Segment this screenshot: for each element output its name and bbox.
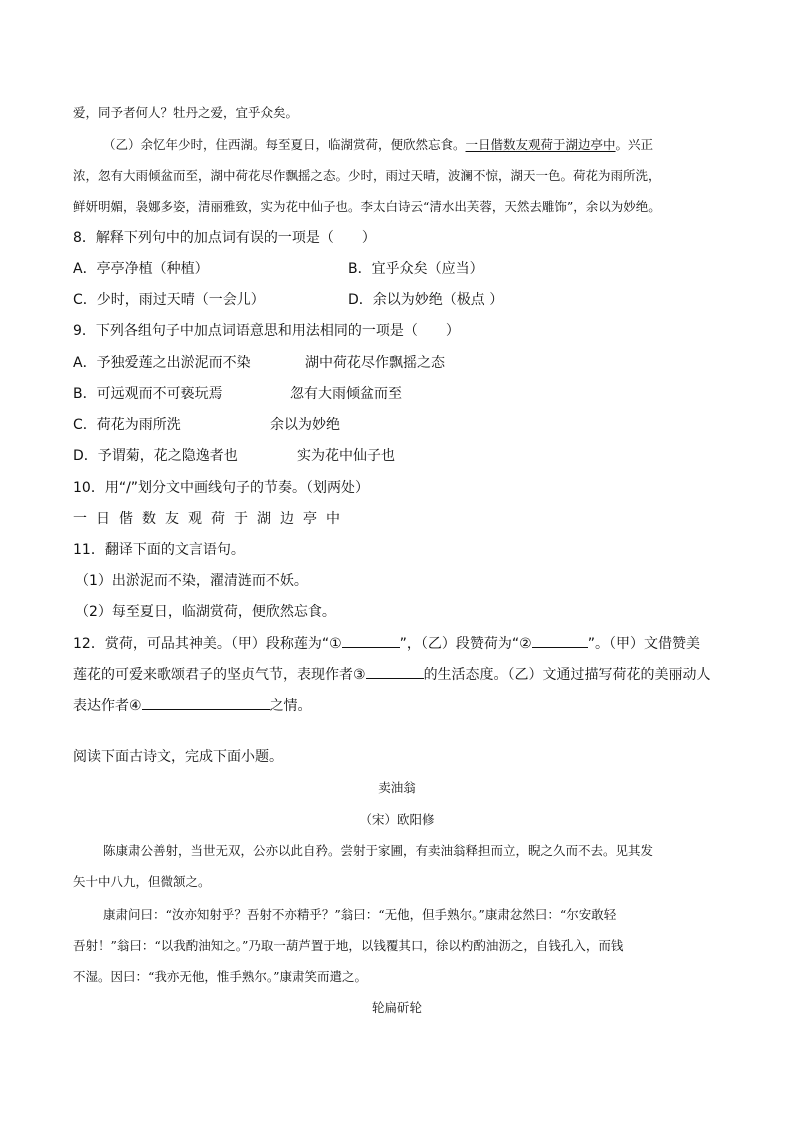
passage-jia-ending: 爱，同予者何人？牡丹之爱，宜乎众矣。 <box>73 105 299 120</box>
question-11-sentence-2: （2）每至夏日，临湖赏荷，便欣然忘食。 <box>75 604 336 620</box>
question-11-stem: 11．翻译下面的文言语句。 <box>73 542 245 558</box>
maiyouweng-para-1-line-1: 陈康肃公善射，当世无双，公亦以此自矜。尝射于家圃，有卖油翁释担而立，睨之久而不去。见其发 <box>103 843 654 858</box>
question-9-option-a-second: 湖中荷花尽作飘摇之态 <box>305 355 445 371</box>
question-8-option-b: B．宜乎众矣（应当） <box>348 261 484 277</box>
question-9-option-b-second: 忽有大雨倾盆而至 <box>290 386 402 402</box>
question-10-sentence: 一日偕数友观荷于湖边亭中 <box>73 511 349 527</box>
question-12-line-3-part-a: 表达作者④ <box>73 698 142 714</box>
question-12-line-1-part-c: ”。（甲）文借赞美 <box>587 636 700 652</box>
question-12-line-2-part-a: 莲花的可爱来歌颂君子的坚贞气节，表现作者③ <box>73 667 366 683</box>
passage-yi-line-3: 鲜妍明媚，袅娜多姿，清丽雅致，实为花中仙子也。李太白诗云“清水出芙蓉，天然去雕饰”，余以为妙绝。 <box>73 199 661 214</box>
passage-yi-line-2: 浓，忽有大雨倾盆而至，湖中荷花尽作飘摇之态。少时，雨过天晴，波澜不惊，湖天一色。荷花为雨所洗， <box>73 168 661 183</box>
poem-title: 卖油翁 <box>378 780 416 795</box>
question-12-line-1 <box>73 633 700 653</box>
maiyouweng-para-2-line-1: 康肃问曰：“汝亦知射乎？吾射不亦精乎？”翁曰：“无他，但手熟尔。”康肃忿然曰：“尔安敢轻 <box>103 907 617 922</box>
question-12-line-3-part-b: 之情。 <box>269 698 312 714</box>
question-9-option-c-second: 余以为妙绝 <box>270 417 340 433</box>
question-8-option-c: C．少时，雨过天晴（一会儿） <box>73 292 265 308</box>
question-8-stem: 8．解释下列句中的加点词有误的一项是（ ） <box>73 230 376 246</box>
question-9-stem: 9．下列各组句子中加点词语意思和用法相同的一项是（ ） <box>73 323 460 339</box>
question-12-line-2 <box>73 664 711 684</box>
question-10-stem: 10．用“/”划分文中画线句子的节奏。（划两处） <box>73 480 370 496</box>
next-text-title: 轮扁斫轮 <box>371 1000 422 1015</box>
question-9-option-a-first: A．予独爱莲之出淤泥而不染 <box>73 355 251 371</box>
answer-blank-3[interactable] <box>366 664 424 679</box>
poem-author: （宋）欧阳修 <box>359 812 435 827</box>
question-11-sentence-1: （1）出淤泥而不染，濯清涟而不妖。 <box>75 573 308 589</box>
question-12-line-2-part-b: 的生活态度。（乙）文通过描写荷花的美丽动人 <box>423 667 711 683</box>
maiyouweng-para-2-line-2: 吾射！”翁曰：“以我酌油知之。”乃取一葫芦置于地，以钱覆其口，徐以杓酌油沥之，自钱孔入，而钱 <box>73 938 624 953</box>
question-8-option-a: A．亭亭净植（种植） <box>73 261 209 277</box>
question-9-option-d-first: D．予谓菊，花之隐逸者也 <box>73 448 238 464</box>
question-9-option-b-first: B．可远观而不可亵玩焉 <box>73 386 223 402</box>
answer-blank-1[interactable] <box>342 633 400 648</box>
passage-yi-line-1 <box>103 135 653 153</box>
question-9-option-d-second: 实为花中仙子也 <box>297 448 395 464</box>
answer-blank-4[interactable] <box>142 695 270 710</box>
section-instruction: 阅读下面古诗文，完成下面小题。 <box>73 749 283 765</box>
passage-yi-line-1-end: 。兴正 <box>615 137 654 152</box>
question-12-line-1-part-a: 12．赏荷，可品其神美。（甲）段称莲为“① <box>73 636 342 652</box>
maiyouweng-para-1-line-2: 矢十中八九，但微颔之。 <box>73 874 211 889</box>
question-8-option-d: D．余以为妙绝（极点 ） <box>348 292 504 308</box>
passage-yi-line-1-start: （乙）余忆年少时，住西湖。每至夏日，临湖赏荷，便欣然忘食。 <box>103 137 466 152</box>
underlined-sentence: 一日偕数友观荷于湖边亭中 <box>465 137 616 152</box>
question-9-option-c-first: C．荷花为雨所洗 <box>73 417 181 433</box>
question-12-line-3 <box>73 695 312 715</box>
maiyouweng-para-2-line-3: 不湿。因曰：“我亦无他，惟手熟尔。”康肃笑而遣之。 <box>73 969 368 984</box>
answer-blank-2[interactable] <box>532 633 588 648</box>
question-12-line-1-part-b: ”，（乙）段赞荷为“② <box>399 636 532 652</box>
